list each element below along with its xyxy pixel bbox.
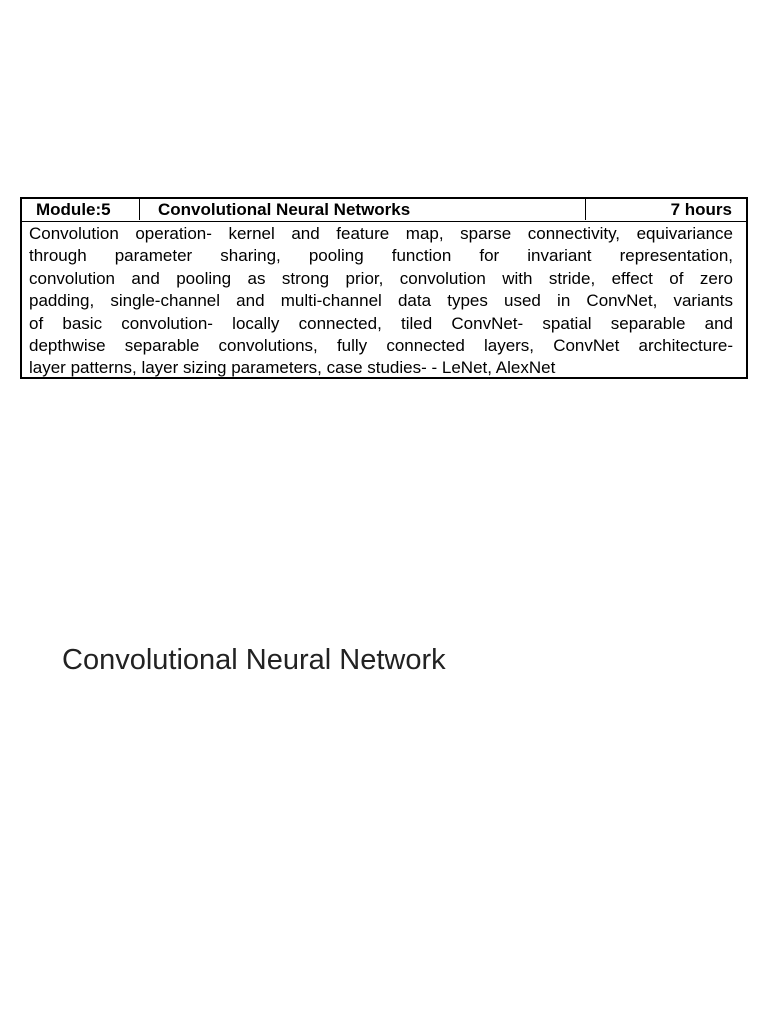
slide-title: Convolutional Neural Network bbox=[62, 644, 446, 676]
content-line: Convolution operation- kernel and feature map, sparse connectivity, equivariance bbox=[29, 224, 733, 243]
content-line: padding, single-channel and multi-channel data types used in ConvNet, variants bbox=[29, 291, 733, 311]
module-title: Convolutional Neural Networks bbox=[140, 199, 586, 220]
module-hours: 7 hours bbox=[670, 200, 732, 219]
syllabus-table bbox=[20, 197, 748, 379]
module-header-row bbox=[22, 199, 746, 222]
content-line: through parameter sharing, pooling function for invariant representation, bbox=[29, 246, 733, 266]
module-number: Module:5 bbox=[22, 199, 140, 220]
content-line: of basic convolution- locally connected, tiled ConvNet- spatial separable and bbox=[29, 313, 733, 333]
content-line: layer patterns, layer sizing parameters, case studies- - LeNet, AlexNet bbox=[29, 358, 556, 378]
content-line: convolution and pooling as strong prior, convolution with stride, effect of zero bbox=[29, 268, 733, 288]
module-content bbox=[22, 222, 746, 377]
content-line: depthwise separable convolutions, fully connected layers, ConvNet architecture- bbox=[29, 335, 733, 355]
